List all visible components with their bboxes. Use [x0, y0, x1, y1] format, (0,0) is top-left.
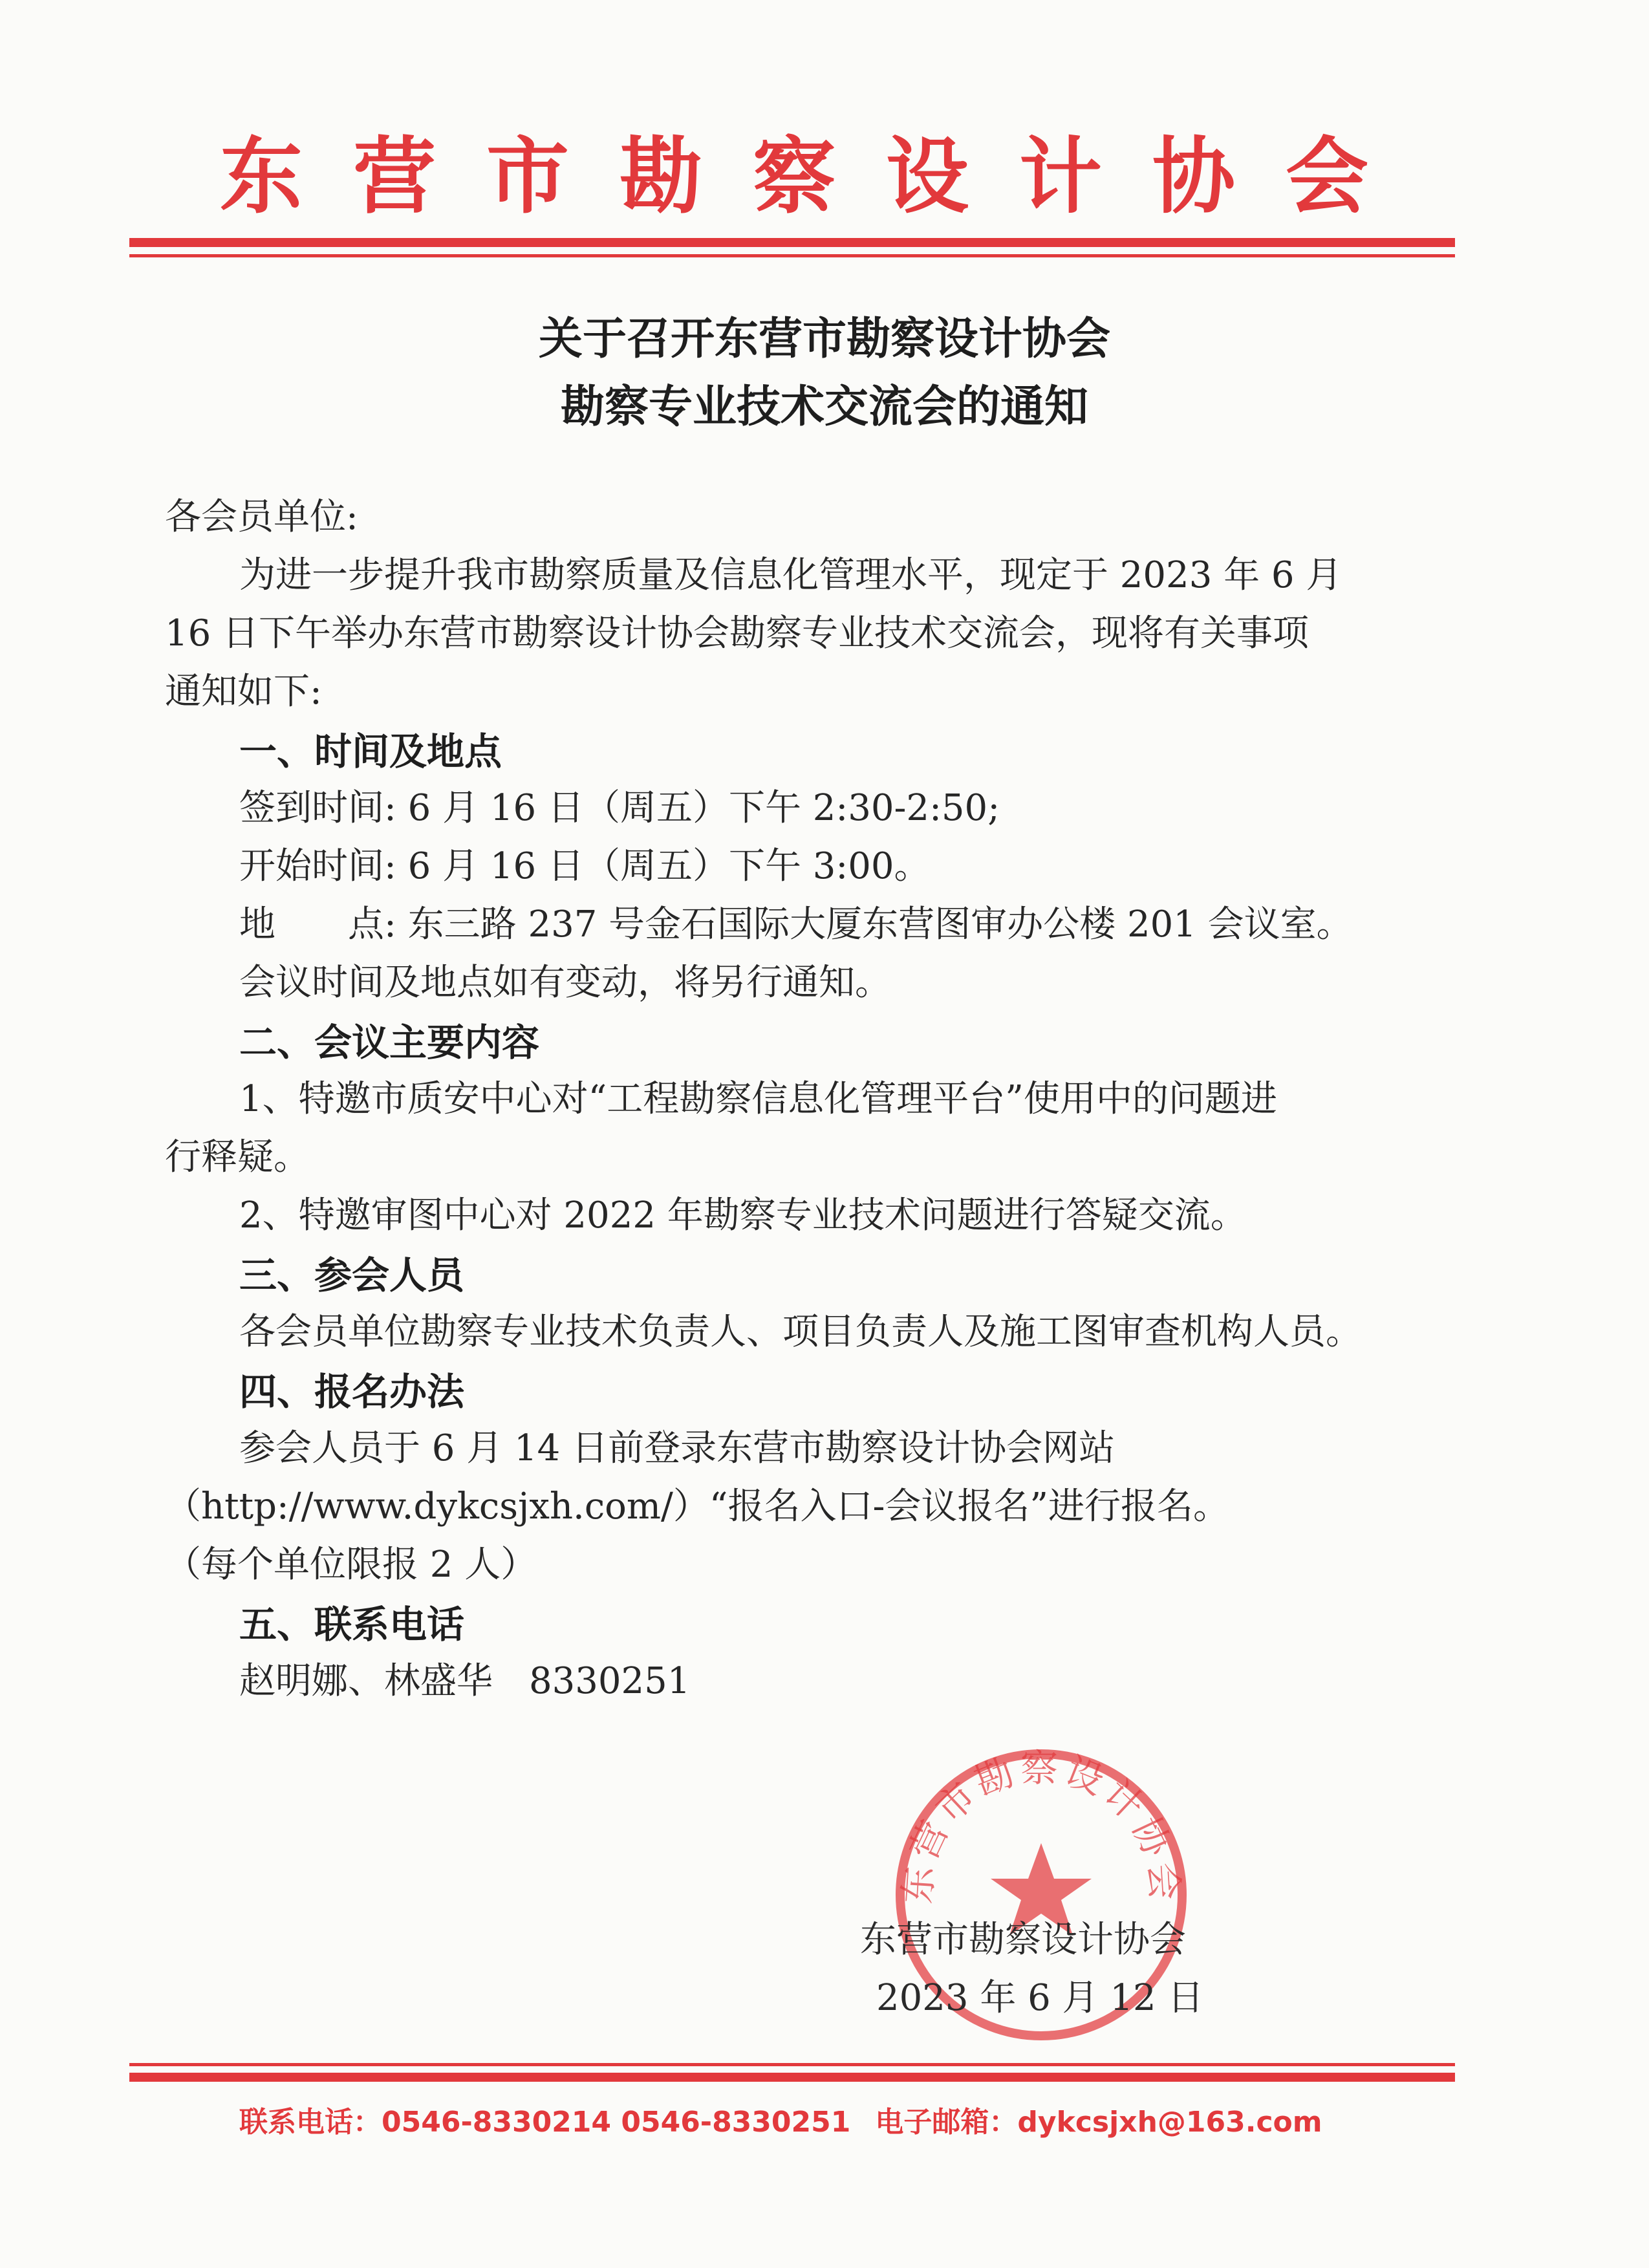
footer-rule-thin — [129, 2063, 1455, 2066]
section-line: （http://www.dykcsjxh.com/）“报名入口-会议报名”进行报名。 — [165, 1485, 1230, 1528]
footer-rule-thick — [129, 2073, 1455, 2082]
section-line: （每个单位限报 2 人） — [165, 1544, 537, 1586]
salutation: 各会员单位: — [165, 496, 358, 538]
header-rule-thin — [129, 254, 1455, 257]
section-line: 地 点: 东三路 237 号金石国际大厦东营图审办公楼 201 会议室。 — [239, 903, 1353, 945]
section-line: 签到时间: 6 月 16 日（周五）下午 2:30-2:50; — [239, 787, 1000, 829]
section-line: 参会人员于 6 月 14 日前登录东营市勘察设计协会网站 — [239, 1427, 1116, 1469]
section-line: 1、特邀市质安中心对“工程勘察信息化管理平台”使用中的问题进 — [239, 1078, 1277, 1120]
intro-line: 16 日下午举办东营市勘察设计协会勘察专业技术交流会，现将有关事项 — [165, 612, 1310, 654]
section-line: 各会员单位勘察专业技术负责人、项目负责人及施工图审查机构人员。 — [239, 1311, 1362, 1353]
section-heading: 一、时间及地点 — [239, 729, 502, 773]
section-line: 2、特邀审图中心对 2022 年勘察专业技术问题进行答疑交流。 — [239, 1194, 1247, 1237]
section-line: 行释疑。 — [165, 1136, 310, 1178]
svg-text:东营市勘察设计协会: 东营市勘察设计协会 — [895, 1746, 1187, 1905]
notice-title-line1: 关于召开东营市勘察设计协会 — [538, 313, 1110, 365]
signature-org: 东营市勘察设计协会 — [860, 1919, 1186, 1961]
section-line: 会议时间及地点如有变动，将另行通知。 — [239, 962, 891, 1004]
section-heading: 五、联系电话 — [239, 1603, 465, 1647]
footer-phone: 联系电话：0546-8330214 0546-8330251 — [239, 2106, 851, 2139]
section-line: 赵明娜、林盛华 8330251 — [239, 1660, 691, 1702]
section-heading: 四、报名办法 — [239, 1370, 465, 1414]
notice-title-line2: 勘察专业技术交流会的通知 — [560, 381, 1088, 433]
section-line: 开始时间: 6 月 16 日（周五）下午 3:00。 — [239, 845, 931, 887]
intro-line: 为进一步提升我市勘察质量及信息化管理水平，现定于 2023 年 6 月 — [239, 554, 1342, 596]
signature-date: 2023 年 6 月 12 日 — [876, 1977, 1204, 2019]
intro-line: 通知如下: — [165, 671, 322, 713]
footer-contact — [239, 2099, 1347, 2140]
letterhead-title: 东营市勘察设计协会 — [220, 129, 1419, 225]
section-heading: 二、会议主要内容 — [239, 1021, 540, 1064]
header-rule-thick — [129, 238, 1455, 247]
footer-email: 电子邮箱：dykcsjxh@163.com — [875, 2106, 1322, 2139]
section-heading: 三、参会人员 — [239, 1253, 465, 1297]
